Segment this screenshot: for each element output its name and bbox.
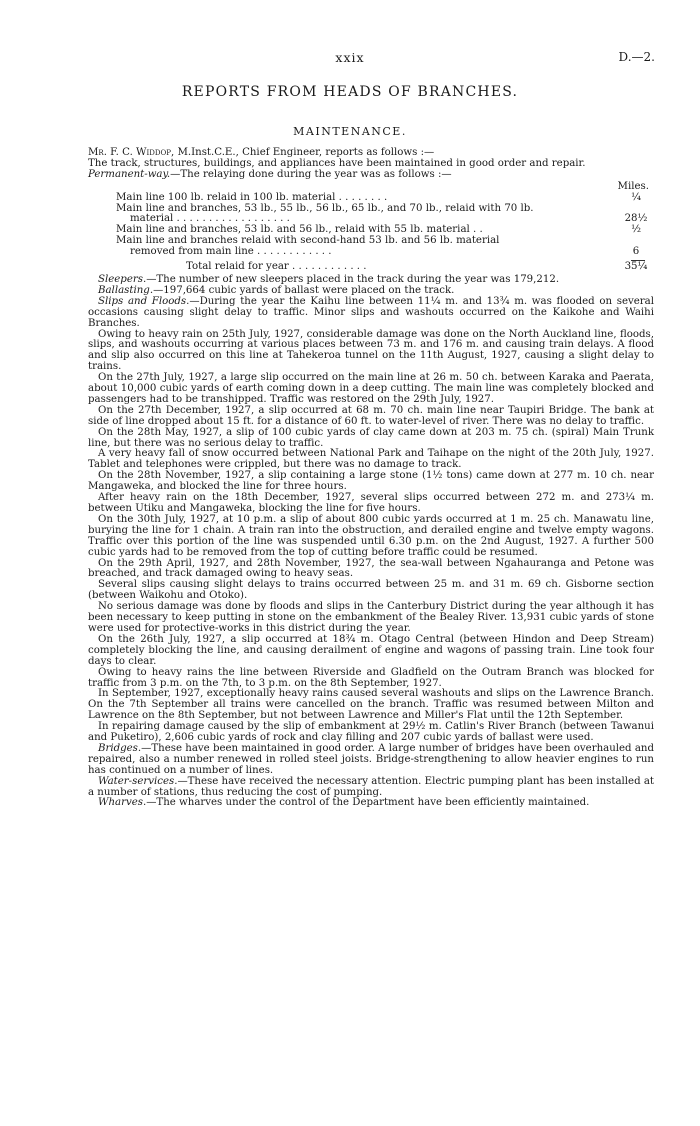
miles-total-row bbox=[116, 262, 651, 273]
paragraph-label: Wharves. bbox=[98, 797, 147, 809]
report-paragraph bbox=[88, 449, 654, 471]
paragraph-text: Several slips causing slight delays to trains occurred between 25 m. and 31 m. 69 ch. Gisborne section (between Waikohu and Otoko). bbox=[88, 579, 654, 602]
section-heading: MAINTENANCE. bbox=[293, 125, 407, 138]
miles-total-value: 35¼ bbox=[624, 261, 648, 273]
paragraph-text: —The wharves under the control of the Department have been efficiently maintained. bbox=[146, 797, 590, 809]
document-reference: D.—2. bbox=[618, 50, 655, 64]
paragraph-text: On the 30th July, 1927, at 10 p.m. a slip of about 800 cubic yards occurred at 1 m. 25 ch. Manawatu line, burying the line for 1 chain. A train ran into the obstruction, and derailed engine and twelve empty wagons. Traffic over this portion of the line was suspended until 6.30 p.m. on the 2nd August, 1927. A further 500 cubic yards had to be removed from the top of cutting before traffic could be resumed. bbox=[88, 513, 654, 558]
paragraph-label: Water-services. bbox=[98, 775, 178, 787]
permanent-way-para bbox=[88, 170, 654, 181]
report-paragraph bbox=[88, 580, 654, 602]
paragraph-text: —During the year the Kaihu line between 11¼ m. and 13¾ m. was flooded on several occasions causing slight delay to traffic. Minor slips and washouts occurred on the Kaikohe and Waihi Branches. bbox=[88, 295, 654, 329]
page-number: xxix bbox=[335, 50, 365, 65]
miles-row-description: Main line and branches, 53 lb. and 56 lb., relaid with 55 lb. material . . bbox=[116, 224, 483, 236]
miles-row-description: Main line and branches, 53 lb., 55 lb., 56 lb., 65 lb., and 70 lb., relaid with 70 lb. bbox=[116, 202, 534, 214]
author-name: Mr. F. C. Widdop, bbox=[88, 147, 175, 158]
paragraph-text: —197,664 cubic yards of ballast were placed on the track. bbox=[153, 284, 455, 296]
permanent-way-text: —The relaying done during the year was as follows :— bbox=[170, 168, 452, 180]
miles-row-value: ½ bbox=[631, 224, 641, 236]
report-paragraph bbox=[88, 668, 654, 690]
report-paragraph bbox=[88, 373, 654, 406]
report-paragraph bbox=[88, 722, 654, 744]
report-paragraph bbox=[88, 777, 654, 799]
miles-table-row bbox=[116, 193, 651, 204]
miles-row-value: 6 bbox=[632, 246, 640, 258]
paragraph-label: Ballasting. bbox=[98, 284, 154, 296]
report-paragraph bbox=[88, 689, 654, 722]
report-paragraph bbox=[88, 798, 654, 809]
paragraph-text: —The number of new sleepers placed in the track during the year was 179,212. bbox=[146, 273, 560, 285]
report-paragraph bbox=[88, 744, 654, 777]
report-paragraph bbox=[88, 330, 654, 374]
paragraph-text: On the 27th July, 1927, a large slip occurred on the main line at 26 m. 50 ch. between Karaka and Paerata, about 10,000 cubic yards of earth coming down in a deep cutting. The main line was completely blocked and passengers had to be transhipped. Traffic was restored on the 29th July, 1927. bbox=[88, 372, 654, 405]
miles-total-label: Total relaid for year . . . . . . . . . . . . bbox=[186, 261, 367, 273]
miles-row-value: 28½ bbox=[624, 213, 648, 225]
paragraph-label: Sleepers. bbox=[98, 273, 147, 285]
paragraph-text: A very heavy fall of snow occurred between National Park and Taihape on the night of the 20th July, 1927. Tablet and telephones were crippled, but there was no damage to track. bbox=[88, 448, 654, 471]
paragraph-text: On the 26th July, 1927, a slip occurred at 18¾ m. Otago Central (between Hindon and Deep Stream) completely blocking the line, and causing derailment of engine and wagons of passing train. Line took four days to clear. bbox=[88, 633, 654, 667]
paragraph-text: In September, 1927, exceptionally heavy rains caused several washouts and slips on the Lawrence Branch. On the 7th September all trains were cancelled on the branch. Traffic was resumed between Milton and Lawrence on the 8th September, but not between Lawrence and Miller's Flat until the 12th September. bbox=[88, 688, 654, 722]
report-paragraph bbox=[88, 602, 654, 635]
paragraph-label: Slips and Floods. bbox=[98, 295, 190, 307]
page-title: REPORTS FROM HEADS OF BRANCHES. bbox=[181, 84, 519, 100]
paragraph-text: Owing to heavy rain on 25th July, 1927, considerable damage was done on the North Auckland line, floods, slips, and washouts occurring at various places between 73 m. and 176 m. and causing train delays. A flood and slip also occurred on this line at Tahekeroa tunnel on the 11th August, 1927, causing a slight delay to trains. bbox=[88, 328, 654, 373]
paragraph-label: Bridges. bbox=[98, 742, 142, 754]
report-paragraph bbox=[88, 515, 654, 559]
miles-table bbox=[116, 182, 651, 273]
paragraph-text: On the 27th December, 1927, a slip occurred at 68 m. 70 ch. main line near Taupiri Bridge. The bank at side of line dropped about 15 ft. for a distance of 60 ft. to water-level of river. There was no delay to traffic. bbox=[88, 404, 654, 427]
paragraph-text: Owing to heavy rains the line between Riverside and Gladfield on the Outram Branch was blocked for traffic from 3 p.m. on the 7th, to 3 p.m. on the 8th September, 1927. bbox=[88, 666, 654, 689]
paragraph-text: On the 29th April, 1927, and 28th November, 1927, the sea-wall between Ngahauranga and Petone was breached, and track damaged owing to heavy seas. bbox=[88, 557, 654, 580]
miles-row-description: removed from main line . . . . . . . . . . . . bbox=[130, 246, 332, 258]
report-paragraph bbox=[88, 635, 654, 668]
report-body bbox=[88, 148, 654, 809]
report-paragraphs bbox=[88, 275, 654, 809]
report-paragraph bbox=[88, 559, 654, 581]
paragraph-text: After heavy rain on the 18th December, 1927, several slips occurred between 272 m. and 273¼ m. between Utiku and Mangaweka, blocking the line for five hours. bbox=[88, 492, 654, 514]
paragraph-text: In repairing damage caused by the slip of embankment at 29½ m. Catlin's River Branch (between Tawanui and Puketiro), 2,606 cubic yards of rock and clay filling and 207 cubic yards of ballast were used. bbox=[88, 721, 654, 744]
paragraph-text: —These have been maintained in good order. A large number of bridges have been overhauled and repaired, also a number renewed in rolled steel joists. Bridge-strengthening to allow heavier engines to run has continued on a number of lines. bbox=[88, 742, 654, 776]
paragraph-text: On the 28th November, 1927, a slip containing a large stone (1½ tons) came down at 277 m. 10 ch. near Mangaweka, and blocked the line for three hours. bbox=[88, 470, 654, 493]
report-paragraph bbox=[88, 428, 654, 450]
miles-row-description: Main line and branches relaid with second-hand 53 lb. and 56 lb. material bbox=[116, 235, 500, 247]
miles-row-description: Main line 100 lb. relaid in 100 lb. material . . . . . . . . bbox=[116, 191, 388, 203]
intro-line: The track, structures, buildings, and appliances have been maintained in good order and repair. bbox=[88, 157, 586, 169]
permanent-way-label: Permanent-way. bbox=[88, 168, 171, 180]
report-paragraph bbox=[88, 471, 654, 493]
author-title: M.Inst.C.E., Chief Engineer, reports as follows :— bbox=[174, 147, 435, 158]
miles-table-rows bbox=[116, 193, 651, 258]
miles-table-row bbox=[116, 247, 651, 258]
paragraph-text: No serious damage was done by floods and slips in the Canterbury District during the year although it has been necessary to keep putting in stone on the embankment of the Bealey River. 13,931 cubic yards of stone were used for protective-works in this district during the year. bbox=[88, 601, 654, 634]
miles-row-description: material . . . . . . . . . . . . . . . . . . bbox=[130, 213, 290, 225]
report-paragraph bbox=[88, 493, 654, 515]
report-paragraph bbox=[88, 406, 654, 428]
miles-row-value: ¼ bbox=[631, 191, 641, 203]
miles-table-unit: Miles. bbox=[617, 180, 649, 192]
paragraph-text: On the 28th May, 1927, a slip of 100 cubic yards of clay came down at 203 m. 75 ch. (spiral) Main Trunk line, but there was no serious delay to traffic. bbox=[88, 426, 654, 449]
paragraph-text: —These have received the necessary attention. Electric pumping plant has been installed at a number of stations, thus reducing the cost of pumping. bbox=[88, 775, 654, 798]
report-paragraph bbox=[88, 297, 654, 330]
